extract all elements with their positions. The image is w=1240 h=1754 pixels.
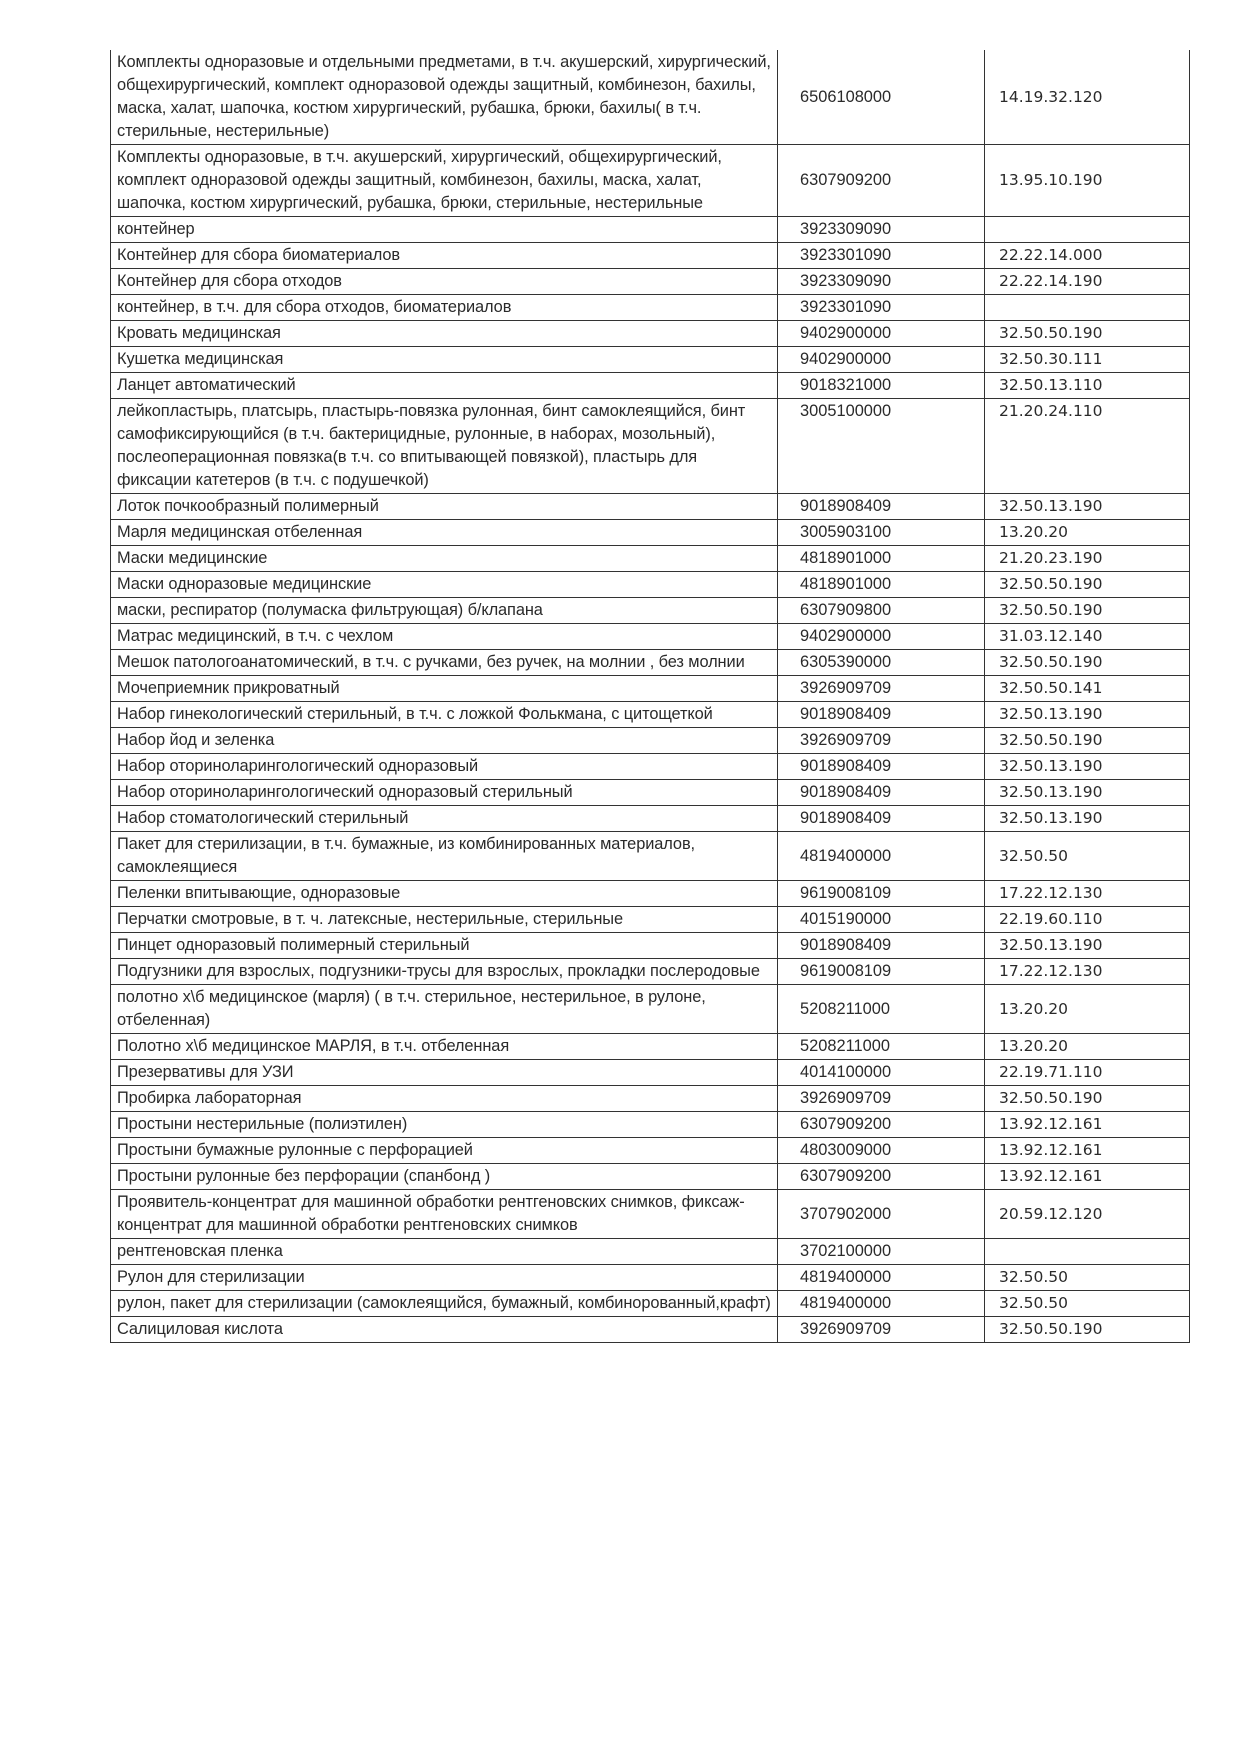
tnved-code-cell: 9619008109 (778, 881, 985, 907)
okpd2-code-cell: 21.20.23.190 (985, 546, 1190, 572)
table-row (111, 754, 1190, 780)
tnved-code-cell: 4819400000 (778, 832, 985, 881)
okpd2-code-cell: 13.20.20 (985, 985, 1190, 1034)
tnved-code-cell: 9018908409 (778, 933, 985, 959)
table-row (111, 243, 1190, 269)
product-name-cell: Перчатки смотровые, в т. ч. латексные, нестерильные, стерильные (111, 907, 778, 933)
tnved-code-cell: 6305390000 (778, 650, 985, 676)
table-row (111, 1265, 1190, 1291)
product-name-cell: Контейнер для сбора отходов (111, 269, 778, 295)
okpd2-code-cell: 32.50.50.190 (985, 650, 1190, 676)
tnved-code-cell: 5208211000 (778, 1034, 985, 1060)
table-row (111, 572, 1190, 598)
okpd2-code-cell: 22.22.14.190 (985, 269, 1190, 295)
tnved-code-cell: 4014100000 (778, 1060, 985, 1086)
product-name-cell: Полотно х\б медицинское МАРЛЯ, в т.ч. отбеленная (111, 1034, 778, 1060)
table-row (111, 1317, 1190, 1343)
tnved-code-cell: 3926909709 (778, 728, 985, 754)
okpd2-code-cell: 22.19.71.110 (985, 1060, 1190, 1086)
tnved-code-cell: 4818901000 (778, 546, 985, 572)
table-row (111, 1239, 1190, 1265)
table-row (111, 881, 1190, 907)
product-name-cell: контейнер (111, 217, 778, 243)
tnved-code-cell: 6307909200 (778, 145, 985, 217)
table-row (111, 217, 1190, 243)
table-row (111, 780, 1190, 806)
tnved-code-cell: 9018908409 (778, 494, 985, 520)
product-name-cell: Пеленки впитывающие, одноразовые (111, 881, 778, 907)
okpd2-code-cell: 32.50.50.190 (985, 598, 1190, 624)
okpd2-code-cell: 17.22.12.130 (985, 959, 1190, 985)
tnved-code-cell: 3926909709 (778, 1086, 985, 1112)
product-name-cell: Презервативы для УЗИ (111, 1060, 778, 1086)
okpd2-code-cell (985, 217, 1190, 243)
product-name-cell: Мешок патологоанатомический, в т.ч. с ручками, без ручек, на молнии , без молнии (111, 650, 778, 676)
okpd2-code-cell: 32.50.50.190 (985, 572, 1190, 598)
product-name-cell: Лоток почкообразный полимерный (111, 494, 778, 520)
okpd2-code-cell: 32.50.50 (985, 1265, 1190, 1291)
tnved-code-cell: 3005903100 (778, 520, 985, 546)
table-row (111, 399, 1190, 494)
tnved-code-cell: 9619008109 (778, 959, 985, 985)
table-row (111, 832, 1190, 881)
tnved-code-cell: 3923301090 (778, 295, 985, 321)
product-name-cell: Набор оториноларингологический одноразовый (111, 754, 778, 780)
product-name-cell: Кушетка медицинская (111, 347, 778, 373)
table-row (111, 494, 1190, 520)
okpd2-code-cell: 17.22.12.130 (985, 881, 1190, 907)
table-row (111, 520, 1190, 546)
table-row (111, 624, 1190, 650)
okpd2-code-cell: 32.50.50.141 (985, 676, 1190, 702)
product-name-cell: рулон, пакет для стерилизации (самоклеящийся, бумажный, комбинорованный,крафт) (111, 1291, 778, 1317)
okpd2-code-cell: 32.50.13.110 (985, 373, 1190, 399)
table-row (111, 347, 1190, 373)
tnved-code-cell: 3926909709 (778, 1317, 985, 1343)
table-row (111, 728, 1190, 754)
tnved-code-cell: 9402900000 (778, 321, 985, 347)
product-name-cell: Рулон для стерилизации (111, 1265, 778, 1291)
okpd2-code-cell: 13.20.20 (985, 520, 1190, 546)
product-name-cell: полотно х\б медицинское (марля) ( в т.ч. стерильное, нестерильное, в рулоне, отбеленная) (111, 985, 778, 1034)
product-name-cell: Простыни нестерильные (полиэтилен) (111, 1112, 778, 1138)
okpd2-code-cell: 31.03.12.140 (985, 624, 1190, 650)
tnved-code-cell: 4819400000 (778, 1291, 985, 1317)
tnved-code-cell: 3923309090 (778, 217, 985, 243)
okpd2-code-cell: 20.59.12.120 (985, 1190, 1190, 1239)
table-row (111, 145, 1190, 217)
okpd2-code-cell: 22.22.14.000 (985, 243, 1190, 269)
product-name-cell: Набор оториноларингологический одноразовый стерильный (111, 780, 778, 806)
product-name-cell: Ланцет автоматический (111, 373, 778, 399)
okpd2-code-cell: 13.92.12.161 (985, 1138, 1190, 1164)
tnved-code-cell: 9018908409 (778, 702, 985, 728)
product-name-cell: Подгузники для взрослых, подгузники-трусы для взрослых, прокладки послеродовые (111, 959, 778, 985)
okpd2-code-cell: 32.50.50.190 (985, 728, 1190, 754)
okpd2-code-cell: 32.50.50 (985, 1291, 1190, 1317)
okpd2-code-cell: 13.92.12.161 (985, 1112, 1190, 1138)
okpd2-code-cell: 32.50.30.111 (985, 347, 1190, 373)
tnved-code-cell: 3926909709 (778, 676, 985, 702)
tnved-code-cell: 6307909200 (778, 1164, 985, 1190)
product-name-cell: Марля медицинская отбеленная (111, 520, 778, 546)
tnved-code-cell: 4819400000 (778, 1265, 985, 1291)
product-name-cell: Салициловая кислота (111, 1317, 778, 1343)
table-row (111, 50, 1190, 145)
table-row (111, 1112, 1190, 1138)
tnved-code-cell: 3707902000 (778, 1190, 985, 1239)
tnved-code-cell: 6307909800 (778, 598, 985, 624)
okpd2-code-cell: 32.50.13.190 (985, 702, 1190, 728)
product-name-cell: Пробирка лабораторная (111, 1086, 778, 1112)
table-row (111, 907, 1190, 933)
tnved-code-cell: 6307909200 (778, 1112, 985, 1138)
product-name-cell: Набор гинекологический стерильный, в т.ч. с ложкой Фолькмана, с цитощеткой (111, 702, 778, 728)
table-row (111, 373, 1190, 399)
okpd2-code-cell: 32.50.13.190 (985, 754, 1190, 780)
table-row (111, 1138, 1190, 1164)
product-name-cell: Мочеприемник прикроватный (111, 676, 778, 702)
table-row (111, 546, 1190, 572)
okpd2-code-cell: 13.95.10.190 (985, 145, 1190, 217)
product-name-cell: Комплекты одноразовые и отдельными предметами, в т.ч. акушерский, хирургический, общехирургический, комплект одноразовой одежды защитный, комбинезон, бахилы, маска, халат, шапочка, костюм хирургический, рубашка, брюки, бахилы( в т.ч. стерильные, нестерильные) (111, 50, 778, 145)
product-name-cell: Простыни бумажные рулонные с перфорацией (111, 1138, 778, 1164)
product-name-cell: рентгеновская пленка (111, 1239, 778, 1265)
okpd2-code-cell: 32.50.50 (985, 832, 1190, 881)
okpd2-code-cell: 32.50.13.190 (985, 494, 1190, 520)
table-body (111, 50, 1190, 1343)
tnved-code-cell: 9018908409 (778, 780, 985, 806)
product-name-cell: маски, респиратор (полумаска фильтрующая) б/клапана (111, 598, 778, 624)
table-row (111, 1164, 1190, 1190)
product-name-cell: Матрас медицинский, в т.ч. с чехлом (111, 624, 778, 650)
product-name-cell: Пинцет одноразовый полимерный стерильный (111, 933, 778, 959)
table-row (111, 321, 1190, 347)
okpd2-code-cell: 13.92.12.161 (985, 1164, 1190, 1190)
okpd2-code-cell: 21.20.24.110 (985, 399, 1190, 494)
table-row (111, 1291, 1190, 1317)
okpd2-code-cell: 32.50.50.190 (985, 1317, 1190, 1343)
tnved-code-cell: 3005100000 (778, 399, 985, 494)
table-row (111, 806, 1190, 832)
table-row (111, 702, 1190, 728)
product-name-cell: лейкопластырь, платсырь, пластырь-повязка рулонная, бинт самоклеящийся, бинт самофиксирующийся (в т.ч. бактерицидные, рулонные, в наборах, мозольный), послеоперационная повязка(в т.ч. со впитывающей повязкой), пластырь для фиксации катетеров (в т.ч. с подушечкой) (111, 399, 778, 494)
table-row (111, 1086, 1190, 1112)
tnved-code-cell: 9018908409 (778, 754, 985, 780)
product-name-cell: Простыни рулонные без перфорации (спанбонд ) (111, 1164, 778, 1190)
product-name-cell: Набор йод и зеленка (111, 728, 778, 754)
product-name-cell: Маски одноразовые медицинские (111, 572, 778, 598)
table-row (111, 1060, 1190, 1086)
goods-codes-table (110, 50, 1190, 1343)
tnved-code-cell: 4818901000 (778, 572, 985, 598)
table-row (111, 598, 1190, 624)
okpd2-code-cell: 13.20.20 (985, 1034, 1190, 1060)
table-row (111, 269, 1190, 295)
product-name-cell: Контейнер для сбора биоматериалов (111, 243, 778, 269)
tnved-code-cell: 9018908409 (778, 806, 985, 832)
okpd2-code-cell: 32.50.50.190 (985, 1086, 1190, 1112)
tnved-code-cell: 4015190000 (778, 907, 985, 933)
okpd2-code-cell: 32.50.13.190 (985, 780, 1190, 806)
okpd2-code-cell: 14.19.32.120 (985, 50, 1190, 145)
table-row (111, 1190, 1190, 1239)
okpd2-code-cell: 32.50.13.190 (985, 806, 1190, 832)
okpd2-code-cell: 32.50.50.190 (985, 321, 1190, 347)
product-name-cell: Комплекты одноразовые, в т.ч. акушерский, хирургический, общехирургический, комплект одноразовой одежды защитный, комбинезон, бахилы, маска, халат, шапочка, костюм хирургический, рубашка, брюки, стерильные, нестерильные (111, 145, 778, 217)
tnved-code-cell: 5208211000 (778, 985, 985, 1034)
product-name-cell: контейнер, в т.ч. для сбора отходов, биоматериалов (111, 295, 778, 321)
tnved-code-cell: 4803009000 (778, 1138, 985, 1164)
tnved-code-cell: 3923309090 (778, 269, 985, 295)
table-row (111, 933, 1190, 959)
okpd2-code-cell (985, 1239, 1190, 1265)
table-row (111, 959, 1190, 985)
product-name-cell: Маски медицинские (111, 546, 778, 572)
table-row (111, 676, 1190, 702)
product-name-cell: Пакет для стерилизации, в т.ч. бумажные, из комбинированных материалов, самоклеящиеся (111, 832, 778, 881)
tnved-code-cell: 9018321000 (778, 373, 985, 399)
table-row (111, 985, 1190, 1034)
okpd2-code-cell (985, 295, 1190, 321)
okpd2-code-cell: 22.19.60.110 (985, 907, 1190, 933)
table-row (111, 295, 1190, 321)
product-name-cell: Набор стоматологический стерильный (111, 806, 778, 832)
product-name-cell: Проявитель-концентрат для машинной обработки рентгеновских снимков, фиксаж-концентрат для машинной обработки рентгеновских снимков (111, 1190, 778, 1239)
tnved-code-cell: 3923301090 (778, 243, 985, 269)
tnved-code-cell: 9402900000 (778, 624, 985, 650)
table-row (111, 1034, 1190, 1060)
okpd2-code-cell: 32.50.13.190 (985, 933, 1190, 959)
tnved-code-cell: 9402900000 (778, 347, 985, 373)
product-name-cell: Кровать медицинская (111, 321, 778, 347)
table-row (111, 650, 1190, 676)
tnved-code-cell: 6506108000 (778, 50, 985, 145)
tnved-code-cell: 3702100000 (778, 1239, 985, 1265)
